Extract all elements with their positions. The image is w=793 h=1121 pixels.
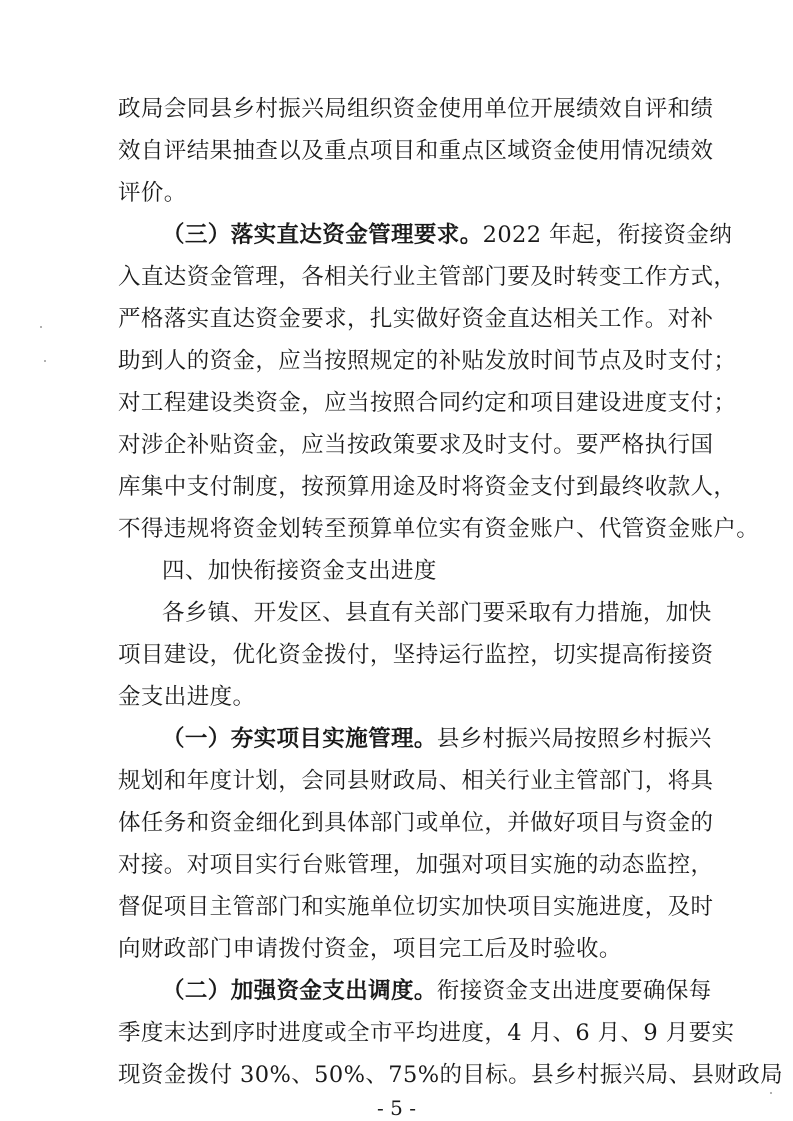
text-line: 督促项目主管部门和实施单位切实加快项目实施进度，及时 bbox=[118, 894, 714, 920]
text-line: 现资金拨付 30%、50%、75%的目标。县乡村振兴局、县财政局 bbox=[118, 1062, 783, 1088]
text-line: 规划和年度计划，会同县财政局、相关行业主管部门，将具 bbox=[118, 768, 714, 794]
scan-speck bbox=[770, 1092, 772, 1094]
text-line: 对涉企补贴资金，应当按政策要求及时支付。要严格执行国 bbox=[118, 432, 714, 458]
text-line: 入直达资金管理，各相关行业主管部门要及时转变工作方式， bbox=[118, 264, 737, 290]
section-heading-line: （三）落实直达资金管理要求。2022 年起，衔接资金纳 bbox=[162, 222, 733, 248]
text-line: 库集中支付制度，按预算用途及时将资金支付到最终收款人， bbox=[118, 474, 737, 500]
text-line: 金支出进度。 bbox=[118, 684, 256, 710]
section-heading-line: （一）夯实项目实施管理。县乡村振兴局按照乡村振兴 bbox=[162, 726, 712, 752]
chapter-heading: 四、加快衔接资金支出进度 bbox=[162, 558, 437, 584]
scan-speck bbox=[44, 360, 46, 362]
section-heading: （二）加强资金支出调度。 bbox=[162, 978, 437, 1004]
section-heading-line: （二）加强资金支出调度。衔接资金支出进度要确保每 bbox=[162, 978, 712, 1004]
text-line: 各乡镇、开发区、县直有关部门要采取有力措施，加快 bbox=[162, 600, 712, 626]
text-line: 向财政部门申请拨付资金，项目完工后及时验收。 bbox=[118, 936, 622, 962]
section-heading: （一）夯实项目实施管理。 bbox=[162, 726, 437, 752]
text-line: 体任务和资金细化到具体部门或单位，并做好项目与资金的 bbox=[118, 810, 714, 836]
text-line: 对工程建设类资金，应当按照合同约定和项目建设进度支付； bbox=[118, 390, 737, 416]
section-heading: （三）落实直达资金管理要求。 bbox=[162, 222, 483, 248]
text-line: 评价。 bbox=[118, 180, 187, 206]
text-line: 助到人的资金，应当按照规定的补贴发放时间节点及时支付； bbox=[118, 348, 737, 374]
scan-speck bbox=[40, 326, 42, 328]
text-line: 不得违规将资金划转至预算单位实有资金账户、代管资金账户。 bbox=[118, 516, 760, 542]
text-line: 政局会同县乡村振兴局组织资金使用单位开展绩效自评和绩 bbox=[118, 96, 714, 122]
text-line: 效自评结果抽查以及重点项目和重点区域资金使用情况绩效 bbox=[118, 138, 714, 164]
text-line: 对接。对项目实行台账管理，加强对项目实施的动态监控， bbox=[118, 852, 714, 878]
text-line: 项目建设，优化资金拨付，坚持运行监控，切实提高衔接资 bbox=[118, 642, 714, 668]
text-line: 季度末达到序时进度或全市平均进度，4 月、6 月、9 月要实 bbox=[118, 1020, 735, 1046]
page-number: - 5 - bbox=[377, 1096, 416, 1120]
text-line: 严格落实直达资金要求，扎实做好资金直达相关工作。对补 bbox=[118, 306, 714, 332]
